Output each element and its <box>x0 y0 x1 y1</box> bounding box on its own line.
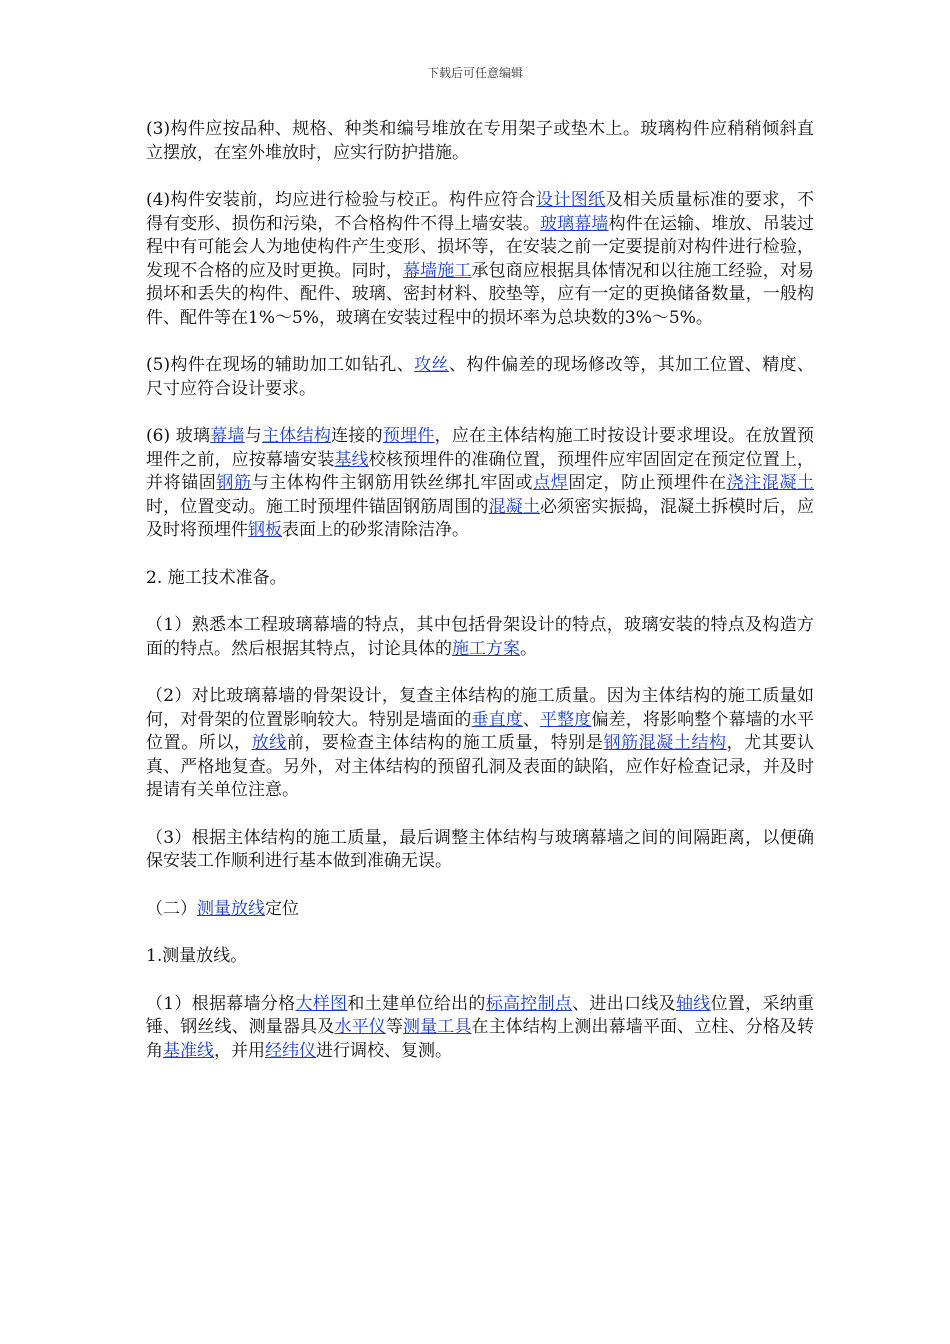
text-run: (5)构件在现场的辅助加工如钻孔、 <box>146 355 415 375</box>
text-run: (6) 玻璃 <box>146 426 211 446</box>
text-run: ，尤其要认真、严格地复查。另外，对主体结构的预留孔洞及表面的缺陷，应作好检查记录，并及时提请有关单位注意。 <box>146 733 815 800</box>
inline-link[interactable]: 攻丝 <box>414 355 449 375</box>
inline-link[interactable]: 大样图 <box>295 993 348 1014</box>
text-run: （3）根据主体结构的施工质量，最后调整主体结构与玻璃幕墙之间的间隔距离，以便确保安装工作顺利进行基本做到准确无误。 <box>146 827 814 871</box>
text-run: ，并用 <box>214 1040 265 1061</box>
paragraph <box>146 567 814 591</box>
inline-link[interactable]: 基线 <box>334 449 369 470</box>
document-body <box>146 118 814 1087</box>
text-run: 表面上的砂浆清除洁净。 <box>282 520 469 540</box>
text-run: 1.测量放线。 <box>146 946 248 966</box>
inline-link[interactable]: 水平仪 <box>334 1017 386 1037</box>
paragraph <box>146 354 814 401</box>
paragraph <box>146 993 814 1064</box>
inline-link[interactable]: 点焊 <box>533 473 569 493</box>
inline-link[interactable]: 平整度 <box>540 709 592 730</box>
text-run: 必须密实振捣，混凝土拆模时后，应及时将预埋件 <box>146 496 815 540</box>
text-run: 与主体构件主钢筋用铁丝绑扎牢固或 <box>251 473 534 493</box>
inline-link[interactable]: 放线 <box>251 733 287 753</box>
paragraph <box>146 945 814 969</box>
inline-link[interactable]: 基准线 <box>163 1040 214 1061</box>
inline-link[interactable]: 钢筋 <box>216 473 252 493</box>
inline-link[interactable]: 轴线 <box>675 993 711 1014</box>
inline-link[interactable]: 测量工具 <box>403 1017 472 1037</box>
text-run: 定位 <box>265 898 299 919</box>
text-run: 、 <box>522 709 541 730</box>
text-run: (3)构件应按品种、规格、种类和编号堆放在专用架子或垫木上。玻璃构件应稍稍倾斜直立摆放，在室外堆放时，应实行防护措施。 <box>146 119 814 163</box>
inline-link[interactable]: 标高控制点 <box>485 993 573 1014</box>
paragraph <box>146 118 814 165</box>
text-run: 2. 施工技术准备。 <box>146 567 287 588</box>
inline-link[interactable]: 测量放线 <box>197 898 265 919</box>
inline-link[interactable]: 混凝土 <box>488 496 541 517</box>
text-run: （1）熟悉本工程玻璃幕墙的特点，其中包括骨架设计的特点，玻璃安装的特点及构造方面的特点。然后根据其特点，讨论具体的 <box>146 615 814 659</box>
inline-link[interactable]: 钢板 <box>248 520 282 540</box>
paragraph <box>146 898 814 922</box>
text-run: 承包商应根据具体情况和以往施工经验，对易损坏和丢失的构件、配件、玻璃、密封材料、胶垫等，应有一定的更换储备数量，一般构件、配件等在1%～5%，玻璃在安装过程中的损坏率为总块数的3%～5%。 <box>146 260 815 328</box>
inline-link[interactable]: 预埋件 <box>382 426 435 446</box>
text-run: 时，位置变动。施工时预埋件锚固钢筋周围的 <box>146 496 489 517</box>
text-run: 前，要检查主体结构的施工质量，特别是 <box>286 733 604 753</box>
paragraph <box>146 425 814 543</box>
text-run: 、构件偏差的现场修改等，其加工位置、精度、尺寸应符合设计要求。 <box>146 355 814 399</box>
text-run: 、进出口线及 <box>572 993 676 1014</box>
text-run: 在主体结构上测出幕墙平面、立柱、分格及转角 <box>146 1017 815 1061</box>
paragraph <box>146 827 814 874</box>
paragraph <box>146 189 814 330</box>
text-run: (4)构件安装前，均应进行检验与校正。构件应符合 <box>146 190 536 210</box>
paragraph <box>146 614 814 661</box>
text-run: 偏差，将影响整个幕墙的水平位置。所以， <box>146 709 815 753</box>
text-run: 。 <box>520 638 537 659</box>
inline-link[interactable]: 幕墙施工 <box>402 260 472 281</box>
text-run: （二） <box>146 898 197 919</box>
inline-link[interactable]: 浇注混凝土 <box>726 473 815 493</box>
text-run: 固定，防止预埋件在 <box>568 473 727 493</box>
page-header: 下载后可任意编辑 <box>426 66 523 80</box>
inline-link[interactable]: 幕墙 <box>210 426 245 446</box>
text-run: （2）对比玻璃幕墙的骨架设计，复查主体结构的施工质量。因为主体结构的施工质量如何，对骨架的位置影响较大。特别是墙面的 <box>146 686 814 730</box>
text-run: 等 <box>385 1017 403 1037</box>
text-run: 位置，采纳重锤、钢丝线、测量器具及 <box>146 993 815 1037</box>
text-run: 构件在运输、堆放、吊装过程中有可能会人为地使构件产生变形、损坏等，在安装之前一定要提前对构件进行检验，发现不合格的应及时更换。同时， <box>146 213 815 281</box>
text-run: 及相关质量标准的要求，不得有变形、损伤和污染，不合格构件不得上墙安装。 <box>146 190 815 234</box>
text-run: （1）根据幕墙分格 <box>146 993 296 1014</box>
inline-link[interactable]: 钢筋混凝土结构 <box>603 733 727 753</box>
inline-link[interactable]: 主体结构 <box>262 426 332 446</box>
inline-link[interactable]: 垂直度 <box>471 709 523 730</box>
inline-link[interactable]: 经纬仪 <box>265 1040 316 1061</box>
text-run: 进行调校、复测。 <box>316 1040 452 1061</box>
text-run: 和土建单位给出的 <box>347 993 486 1014</box>
inline-link[interactable]: 玻璃幕墙 <box>540 213 609 234</box>
inline-link[interactable]: 设计图纸 <box>535 190 606 210</box>
text-run: 连接的 <box>331 426 383 446</box>
inline-link[interactable]: 施工方案 <box>452 638 520 659</box>
text-run: 与 <box>244 426 263 446</box>
text-run: ，应在主体结构施工时按设计要求埋设。在放置预埋件之前，应按幕墙安装 <box>146 426 815 470</box>
text-run: 校核预埋件的准确位置，预埋件应牢固固定在预定位置上，并将锚固 <box>146 449 815 493</box>
paragraph <box>146 685 814 803</box>
